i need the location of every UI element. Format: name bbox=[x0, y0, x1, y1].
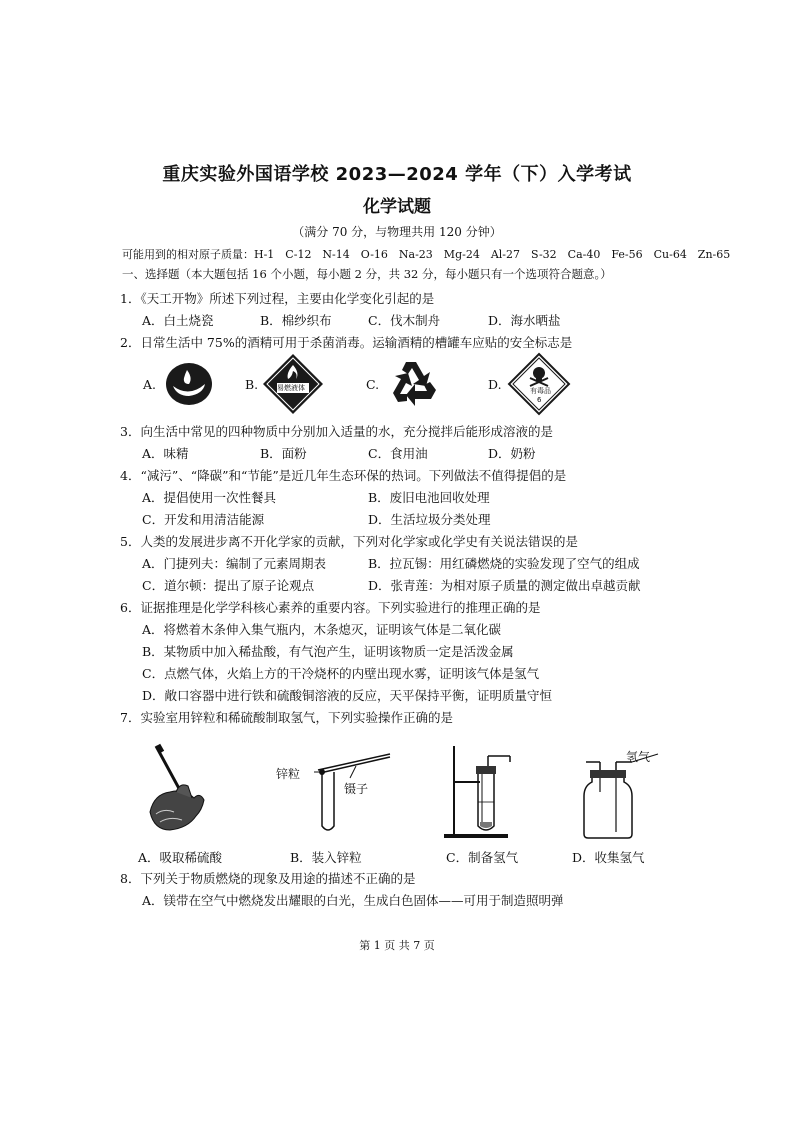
question-2-stem: 2．日常生活中 75%的酒精可用于杀菌消毒。运输酒精的槽罐车应贴的安全标志是 bbox=[120, 335, 573, 350]
question-4-option-a: A．提倡使用一次性餐具 bbox=[142, 490, 277, 505]
atomic-masses: 可能用到的相对原子质量：H-1 C-12 N-14 O-16 Na-23 Mg-24 Al-27 S-32 Ca-40 Fe-56 Cu-64 Zn-65 bbox=[122, 248, 731, 261]
question-3-option-d: D．奶粉 bbox=[488, 446, 536, 461]
question-3-option-b: B．面粉 bbox=[260, 446, 307, 461]
question-6-stem: 6．证据推理是化学学科核心素养的重要内容。下列实验进行的推理正确的是 bbox=[120, 600, 541, 615]
sign-a-icon bbox=[165, 362, 213, 406]
exam-title: 重庆实验外国语学校 2023—2024 学年（下）入学考试 bbox=[162, 164, 632, 185]
subject-title: 化学试题 bbox=[363, 197, 431, 217]
dropper-hand-figure bbox=[140, 742, 216, 838]
question-1-option-c: C．伐木制舟 bbox=[368, 313, 441, 328]
question-6-option-c: C．点燃气体，火焰上方的干冷烧杯的内壁出现水雾，证明该气体是氢气 bbox=[142, 666, 540, 681]
question-1-option-b: B．棉纱织布 bbox=[260, 313, 332, 328]
score-note: （满分 70 分，与物理共用 120 分钟） bbox=[292, 225, 502, 239]
question-5-option-a: A．门捷列夫：编制了元素周期表 bbox=[142, 556, 327, 571]
question-5-option-d: D．张青莲：为相对原子质量的测定做出卓越贡献 bbox=[368, 578, 641, 593]
page-number: 第 1 页 共 7 页 bbox=[359, 939, 435, 952]
question-3-stem: 3．向生活中常见的四种物质中分别加入适量的水，充分搅拌后能形成溶液的是 bbox=[120, 424, 553, 439]
question-2-label-d: D. bbox=[488, 377, 502, 392]
question-4-stem: 4．“减污”、“降碳”和“节能”是近几年生态环保的热词。下列做法不值得提倡的是 bbox=[120, 468, 567, 483]
question-1-option-d: D．海水晒盐 bbox=[488, 313, 561, 328]
question-3-option-c: C．食用油 bbox=[368, 446, 428, 461]
sign-b-text: 易燃液体 bbox=[277, 384, 305, 392]
question-8-stem: 8．下列关于物质燃烧的现象及用途的描述不正确的是 bbox=[120, 871, 416, 886]
question-7-caption-d: D．收集氢气 bbox=[572, 850, 645, 865]
test-tube-tweezers-figure bbox=[270, 748, 400, 838]
question-5-option-c: C．道尔顿：提出了原子论观点 bbox=[142, 578, 315, 593]
section-heading: 一、选择题（本大题包括 16 个小题，每小题 2 分，共 32 分，每小题只有一个选项符合题意。） bbox=[122, 267, 612, 281]
gas-collection-bottle-figure bbox=[570, 748, 670, 842]
recycling-sign-icon bbox=[386, 356, 442, 410]
question-1-option-a: A．白土烧瓷 bbox=[142, 313, 214, 328]
question-1-stem: 1．《天工开物》所述下列过程，主要由化学变化引起的是 bbox=[120, 291, 435, 306]
question-2-label-b: B. bbox=[245, 377, 259, 392]
hydrogen-label: 氢气 bbox=[626, 750, 651, 764]
toxic-sign-icon bbox=[508, 353, 570, 415]
sign-d-text: 有毒品 bbox=[530, 387, 551, 395]
tweezers-label: 镊子 bbox=[344, 782, 369, 796]
question-7-caption-c: C．制备氢气 bbox=[446, 850, 519, 865]
question-2-label-c: C. bbox=[366, 377, 380, 392]
sign-d-number: 6 bbox=[537, 396, 542, 404]
question-6-option-d: D．敞口容器中进行铁和硫酸铜溶液的反应，天平保持平衡，证明质量守恒 bbox=[142, 688, 553, 703]
question-6-option-b: B．某物质中加入稀盐酸，有气泡产生，证明该物质一定是活泼金属 bbox=[142, 644, 514, 659]
question-4-option-d: D．生活垃圾分类处理 bbox=[368, 512, 491, 527]
question-5-stem: 5．人类的发展进步离不开化学家的贡献，下列对化学家或化学史有关说法错误的是 bbox=[120, 534, 578, 549]
question-4-option-c: C．开发和用清洁能源 bbox=[142, 512, 265, 527]
question-7-stem: 7．实验室用锌粒和稀硫酸制取氢气，下列实验操作正确的是 bbox=[120, 710, 453, 725]
question-5-option-b: B．拉瓦锡：用红磷燃烧的实验发现了空气的组成 bbox=[368, 556, 640, 571]
question-7-caption-a: A．吸取稀硫酸 bbox=[138, 850, 223, 865]
question-2-label-a: A. bbox=[143, 377, 157, 392]
zinc-label: 锌粒 bbox=[276, 767, 301, 781]
question-7-caption-b: B．装入锌粒 bbox=[290, 850, 362, 865]
hydrogen-generation-figure bbox=[440, 742, 530, 842]
question-4-option-b: B．废旧电池回收处理 bbox=[368, 490, 490, 505]
question-6-option-a: A．将燃着木条伸入集气瓶内，木条熄灭，证明该气体是二氧化碳 bbox=[142, 622, 502, 637]
question-3-option-a: A．味精 bbox=[142, 446, 189, 461]
question-8-option-a: A．镁带在空气中燃烧发出耀眼的白光，生成白色固体——可用于制造照明弹 bbox=[142, 893, 564, 908]
